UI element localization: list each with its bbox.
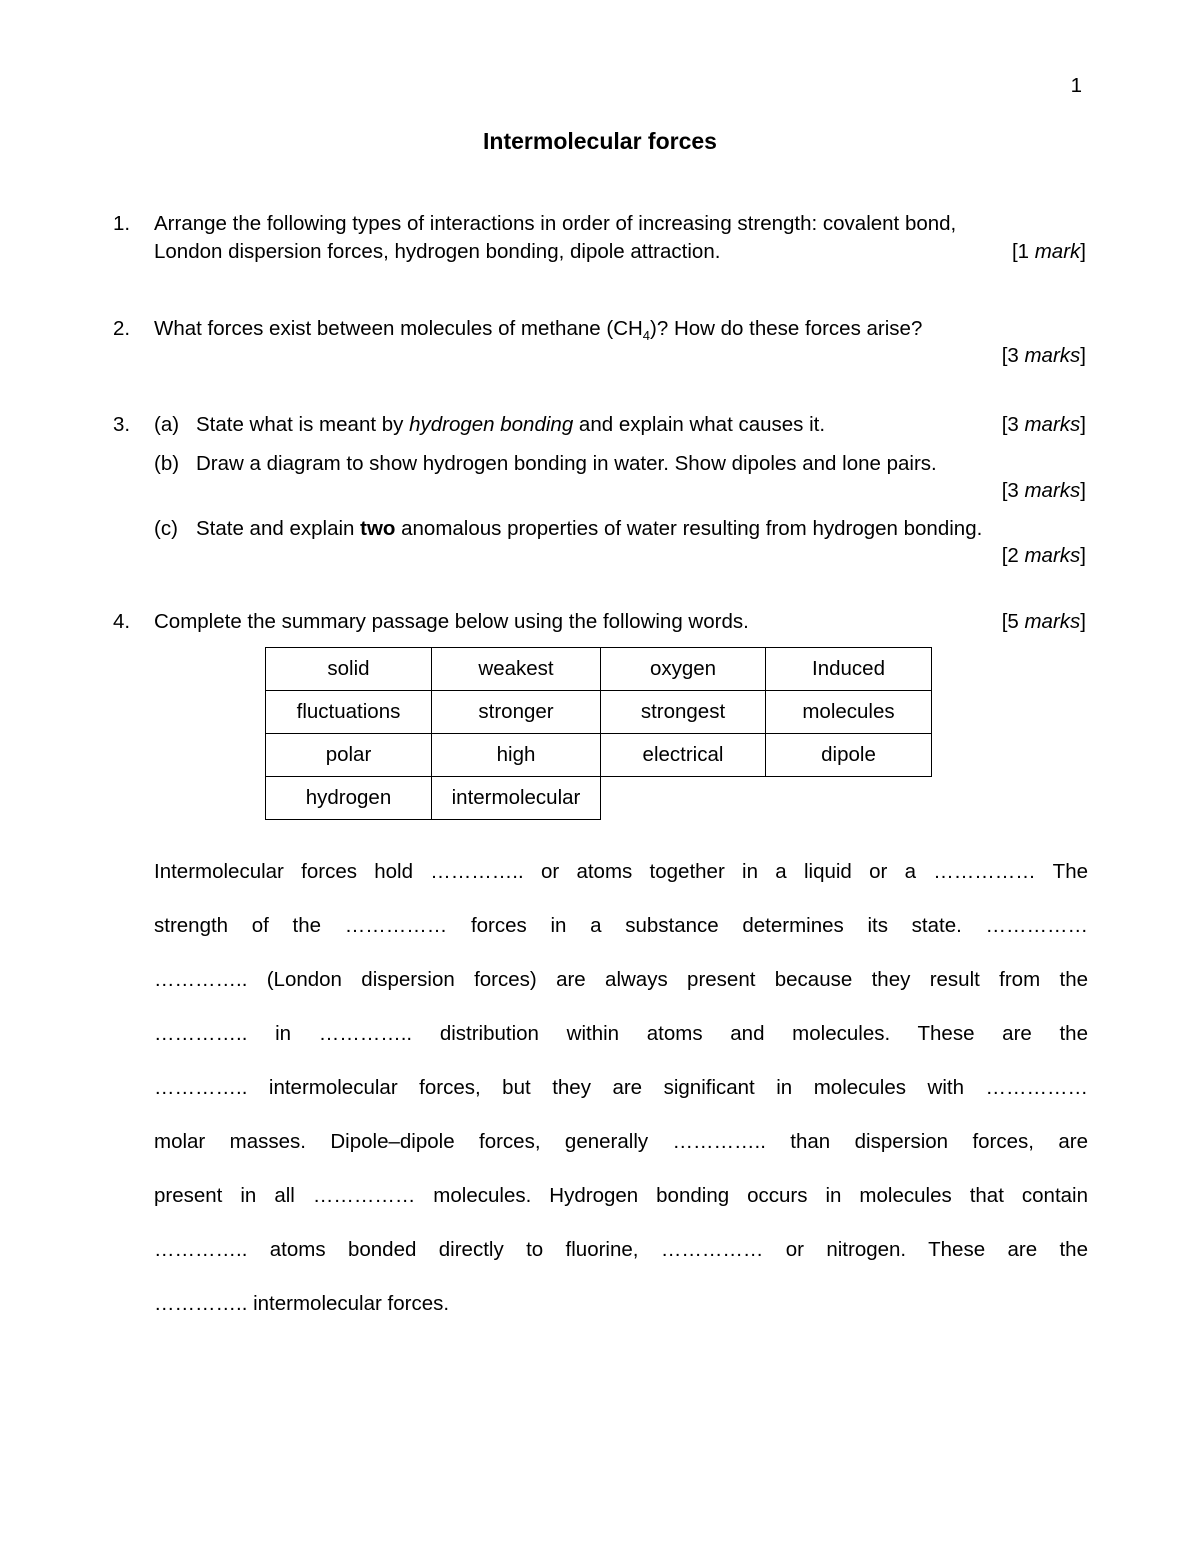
word-bank-cell: electrical	[601, 734, 766, 777]
word-bank-cell: high	[432, 734, 601, 777]
word-bank-cell: molecules	[766, 691, 932, 734]
question-1-marks: [1 mark]	[1011, 240, 1086, 263]
question-3a-text: State what is meant by hydrogen bonding and explain what causes it.	[196, 413, 826, 436]
passage-line-8: ………….. atoms bonded directly to fluorine, …………… or nitrogen. These are the	[154, 1238, 1088, 1261]
word-bank-cell: fluctuations	[266, 691, 432, 734]
question-2-marks: [3 marks]	[1001, 344, 1086, 367]
passage-line-1: Intermolecular forces hold ………….. or atoms together in a liquid or a …………… The	[154, 860, 1088, 883]
question-3b-marks: [3 marks]	[1001, 479, 1086, 502]
word-bank-table	[265, 647, 932, 820]
question-4-marks: [5 marks]	[1001, 610, 1086, 633]
passage-line-5: ………….. intermolecular forces, but they are significant in molecules with ……………	[154, 1076, 1088, 1099]
question-2-number: 2.	[113, 317, 131, 340]
word-bank-cell: strongest	[601, 691, 766, 734]
passage-line-3: ………….. (London dispersion forces) are always present because they result from the	[154, 968, 1088, 991]
page-number: 1	[1070, 74, 1082, 97]
question-3c-label: (c)	[154, 517, 178, 540]
passage-line-7: present in all …………… molecules. Hydrogen bonding occurs in molecules that contain	[154, 1184, 1088, 1207]
question-1-number: 1.	[113, 212, 131, 235]
word-bank-cell: weakest	[432, 648, 601, 691]
question-1-text-line-2: London dispersion forces, hydrogen bonding, dipole attraction.	[154, 240, 721, 263]
passage-line-9: ………….. intermolecular forces.	[154, 1292, 450, 1315]
word-bank-cell: intermolecular	[432, 777, 601, 820]
word-bank-cell: hydrogen	[266, 777, 432, 820]
word-bank-empty-cell	[601, 777, 766, 820]
word-bank-cell: Induced	[766, 648, 932, 691]
word-bank-cell: dipole	[766, 734, 932, 777]
question-3-number: 3.	[113, 413, 131, 436]
question-3c-marks: [2 marks]	[1001, 544, 1086, 567]
question-3a-marks: [3 marks]	[1001, 413, 1086, 436]
word-bank-row	[266, 777, 932, 820]
word-bank-row	[266, 648, 932, 691]
word-bank-cell: oxygen	[601, 648, 766, 691]
page-title: Intermolecular forces	[483, 128, 717, 154]
passage-line-6: molar masses. Dipole–dipole forces, generally ………….. than dispersion forces, are	[154, 1130, 1088, 1153]
question-4-number: 4.	[113, 610, 131, 633]
question-1-text-line-1: Arrange the following types of interactions in order of increasing strength: covalent bond,	[154, 212, 957, 235]
word-bank-empty-cell	[766, 777, 932, 820]
word-bank-cell: polar	[266, 734, 432, 777]
word-bank-cell: solid	[266, 648, 432, 691]
word-bank-cell: stronger	[432, 691, 601, 734]
question-3c-text: State and explain two anomalous properties of water resulting from hydrogen bonding.	[196, 517, 983, 540]
question-4-text: Complete the summary passage below using the following words.	[154, 610, 749, 633]
question-3b-text: Draw a diagram to show hydrogen bonding in water. Show dipoles and lone pairs.	[196, 452, 937, 475]
word-bank-row	[266, 691, 932, 734]
question-3a-label: (a)	[154, 413, 180, 436]
passage-line-4: ………….. in ………….. distribution within atoms and molecules. These are the	[154, 1022, 1088, 1045]
question-2-text: What forces exist between molecules of methane $(CH_4)$? How do these forces arise?	[154, 317, 923, 344]
passage-line-2: strength of the …………… forces in a substance determines its state. ……………	[154, 914, 1088, 937]
question-3b-label: (b)	[154, 452, 180, 475]
word-bank-row	[266, 734, 932, 777]
